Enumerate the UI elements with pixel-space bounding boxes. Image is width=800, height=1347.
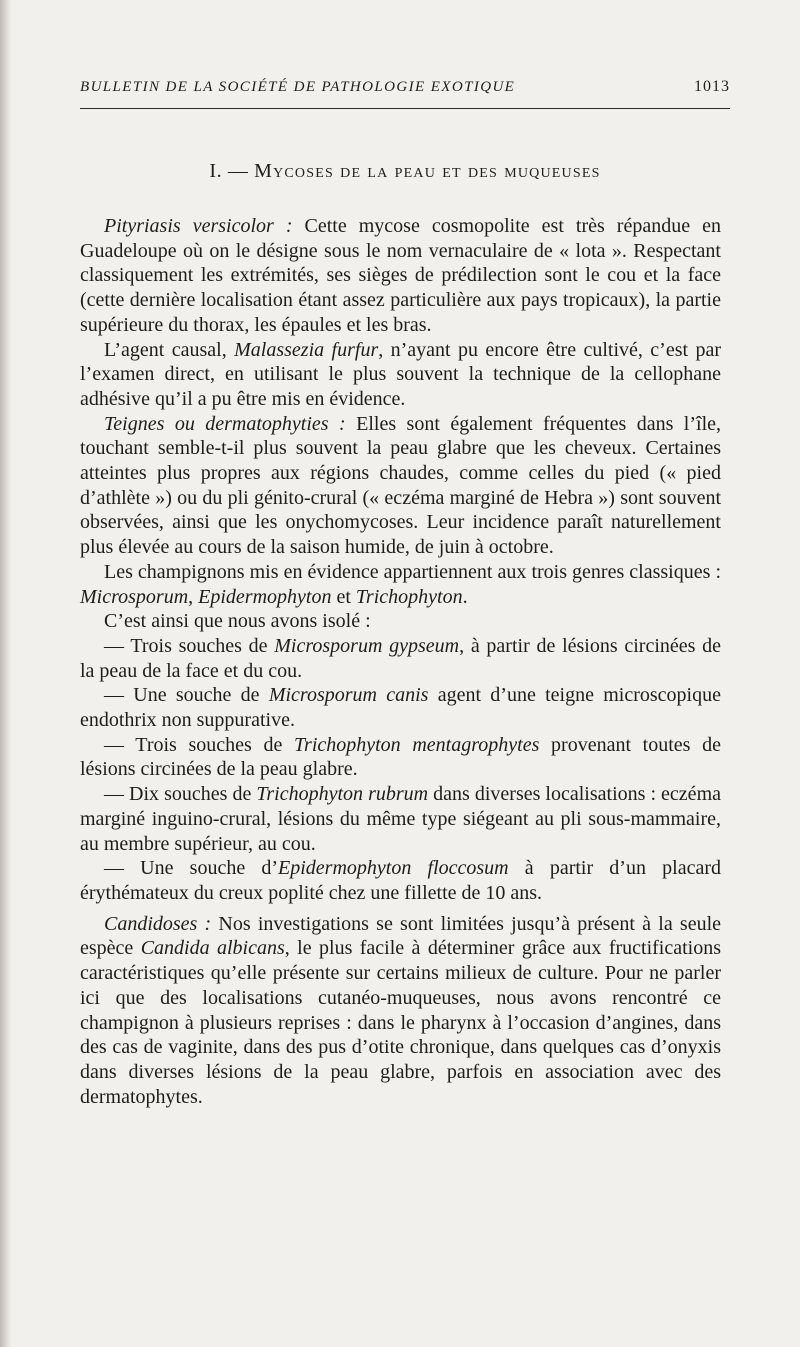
genus-name: Microsporum [80, 585, 189, 608]
article-body [80, 214, 721, 1109]
section-title-text: Mycoses de la peau et des muqueuses [254, 160, 601, 182]
species-name: Candida albicans [140, 937, 285, 960]
list-item-canis: — Une souche de Microsporum canis agent d’une teigne microscopique endothrix non suppurative. [80, 684, 721, 732]
list-item-floccosum: — Une souche d’Epidermophyton floccosum à partir d’un placard érythémateux du creux poplité chez une fillette de 10 ans. [80, 857, 721, 904]
header-rule [80, 108, 730, 109]
species-name: Trichophyton rubrum [256, 783, 429, 806]
species-name: Microsporum canis [268, 684, 429, 707]
heading-term: Teignes ou dermatophyties : [104, 412, 346, 435]
section-title [80, 160, 730, 183]
species-name: Microsporum gypseum [274, 634, 460, 657]
running-header [80, 78, 730, 96]
genus-name: Trichophyton [355, 585, 463, 608]
genus-name: Epidermophyton [198, 585, 332, 608]
paragraph-teignes: Teignes ou dermatophyties : Elles sont également fréquentes dans l’île, touchant semble-t-il plus souvent la peau glabre que les cheveux. Certaines atteintes plus propres aux régions chaudes, comme celles du pied (« pied d’athlète ») ou du pli génito-crural (« eczéma marginé de Hebra ») sont souvent observées, ainsi que les onychomycoses. Leur incidence paraît naturellement plus élevée au cours de la saison humide, de juin à octobre. [80, 412, 721, 559]
list-item-rubrum: — Dix souches de Trichophyton rubrum dans diverses localisations : eczéma marginé inguino-crural, lésions du même type siégeant au pli sous-mammaire, au membre supérieur, au cou. [80, 783, 721, 855]
section-number: I. — [209, 160, 249, 182]
paragraph-genres: Les champignons mis en évidence appartiennent aux trois genres classiques : Microsporum, Epidermophyton et Trichophyton. [80, 560, 721, 608]
list-item-mentagrophytes: — Trois souches de Trichophyton mentagrophytes provenant toutes de lésions circinées de la peau glabre. [80, 733, 721, 781]
page-edge-shadow [0, 0, 12, 1347]
paragraph-agent-causal: L’agent causal, Malassezia furfur, n’ayant pu encore être cultivé, c’est par l’examen direct, en utilisant le plus souvent la technique de la cellophane adhésive qu’il a pu être mis en évidence. [80, 338, 722, 410]
species-name: Trichophyton mentagrophytes [294, 733, 540, 756]
paragraph-pityriasis: Pityriasis versicolor : Cette mycose cosmopolite est très répandue en Guadeloupe où on le désigne sous le nom vernaculaire de « lota ». Respectant classiquement les extrémités, ses sièges de prédilection sont le cou et la face (cette dernière localisation étant assez particulière aux pays tropicaux), la partie supérieure du thorax, les épaules et les bras. [80, 215, 721, 336]
paragraph-isolated-intro: C’est ainsi que nous avons isolé : [104, 610, 371, 633]
species-name: Malassezia furfur [234, 338, 379, 361]
heading-term: Candidoses : [104, 912, 212, 935]
heading-term: Pityriasis versicolor : [104, 215, 293, 237]
paragraph-candidoses: Candidoses : Nos investigations se sont limitées jusqu’à présent à la seule espèce Candida albicans, le plus facile à déterminer grâce aux fructifications caractéristiques qu’elle présente sur certains milieux de culture. Pour ne parler ici que des localisations cutanéo-muqueuses, nous avons rencontré ce champignon à plusieurs reprises : dans le pharynx à l’occasion d’angines, dans des cas de vaginite, dans des pus d’otite chronique, dans quelques cas d’onyxis dans diverses lésions de la peau glabre, parfois en association avec des dermatophytes. [80, 912, 722, 1108]
page-number: 1013 [694, 78, 730, 95]
running-title: BULLETIN DE LA SOCIÉTÉ DE PATHOLOGIE EXOTIQUE [80, 79, 516, 95]
list-item-gypseum: — Trois souches de Microsporum gypseum, à partir de lésions circinées de la peau de la face et du cou. [80, 634, 722, 682]
species-name: Epidermophyton floccosum [278, 857, 509, 880]
